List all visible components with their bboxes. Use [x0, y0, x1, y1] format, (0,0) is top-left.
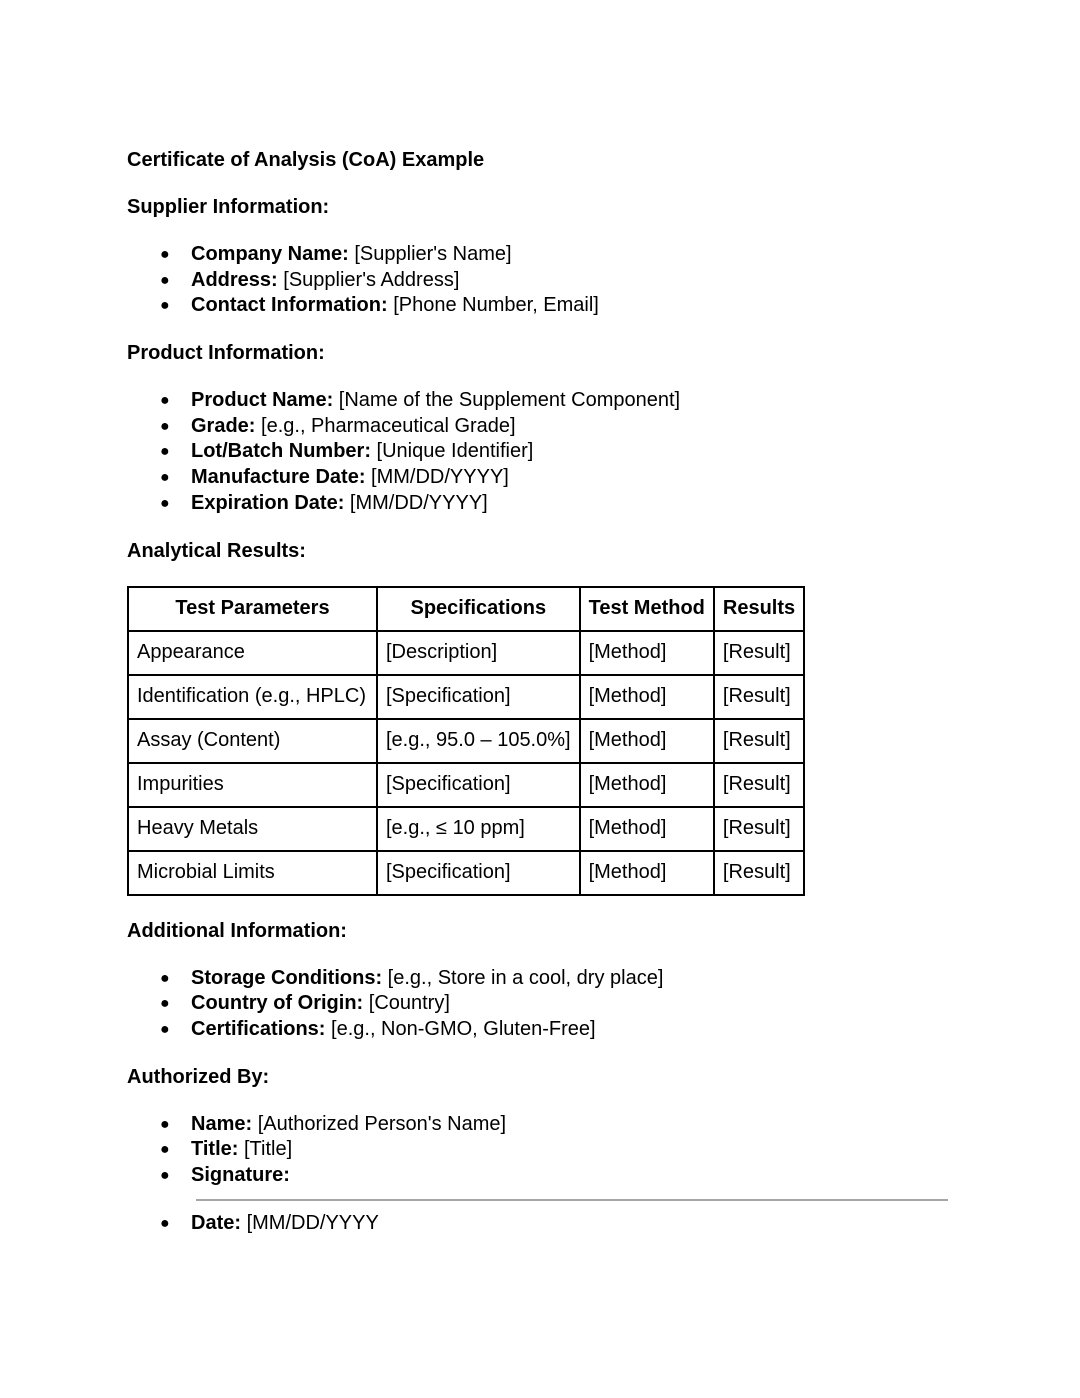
list-item: [127, 465, 957, 491]
field-label: Expiration Date:: [191, 491, 345, 514]
analytical-heading: Analytical Results:: [127, 539, 306, 562]
bullet-icon: ●: [160, 469, 170, 487]
field-label: Product Name:: [191, 389, 334, 412]
list-item: [127, 414, 957, 440]
table-header-row: [128, 587, 804, 631]
table-cell: [e.g., ≤ 10 ppm]: [377, 807, 580, 851]
field-value: [Country]: [363, 992, 450, 1015]
supplier-list: [127, 242, 957, 319]
bullet-icon: ●: [160, 1115, 170, 1133]
list-item: [127, 1211, 957, 1237]
column-header: Test Method: [580, 587, 714, 631]
list-item: [127, 1017, 957, 1043]
field-label: Signature:: [191, 1163, 290, 1186]
bullet-icon: ●: [160, 1214, 170, 1232]
field-value: [Supplier's Name]: [348, 243, 512, 265]
field-value: [e.g., Non-GMO, Gluten-Free]: [325, 1017, 596, 1040]
field-label: Date:: [191, 1211, 242, 1234]
authorized-heading: Authorized By:: [127, 1065, 270, 1088]
table-cell: Heavy Metals: [128, 807, 377, 851]
table-cell: [Result]: [714, 763, 804, 807]
field-label: Storage Conditions:: [191, 966, 383, 989]
product-list: [127, 388, 957, 516]
table-cell: [Method]: [580, 631, 714, 675]
field-label: Lot/Batch Number:: [191, 440, 371, 463]
additional-list: [127, 966, 957, 1043]
table-cell: Assay (Content): [128, 719, 377, 763]
table-cell: [Method]: [580, 675, 714, 719]
table-cell: [Result]: [714, 631, 804, 675]
bullet-icon: ●: [160, 246, 170, 263]
list-item: [127, 1112, 957, 1138]
list-item: [127, 991, 957, 1017]
table-row: [128, 719, 804, 763]
table-cell: [Description]: [377, 631, 580, 675]
product-heading: Product Information:: [127, 342, 325, 365]
document: [127, 148, 957, 1258]
table-cell: [Result]: [714, 851, 804, 895]
table-cell: [Method]: [580, 807, 714, 851]
bullet-icon: ●: [160, 1166, 170, 1184]
field-value: [Authorized Person's Name]: [252, 1112, 507, 1135]
field-label: Contact Information:: [191, 294, 388, 317]
supplier-heading: Supplier Information:: [127, 196, 330, 218]
table-row: [128, 851, 804, 895]
field-value: [e.g., Pharmaceutical Grade]: [255, 414, 516, 437]
table-cell: [Specification]: [377, 851, 580, 895]
bullet-icon: ●: [160, 417, 170, 435]
field-value: [Supplier's Address]: [277, 268, 460, 291]
list-item: [127, 388, 957, 414]
bullet-icon: ●: [160, 969, 170, 987]
table-cell: [Specification]: [377, 763, 580, 807]
table-cell: [Method]: [580, 851, 714, 895]
field-label: Certifications:: [191, 1017, 326, 1040]
field-label: Grade:: [191, 414, 256, 437]
table-row: [128, 675, 804, 719]
table-cell: Microbial Limits: [128, 851, 377, 895]
field-label: Manufacture Date:: [191, 466, 366, 489]
field-value: [Name of the Supplement Component]: [333, 389, 681, 412]
table-cell: Identification (e.g., HPLC): [128, 675, 377, 719]
table-cell: [e.g., 95.0 – 105.0%]: [377, 719, 580, 763]
field-value: [Title]: [238, 1138, 293, 1161]
bullet-icon: ●: [160, 995, 170, 1013]
table-cell: Impurities: [128, 763, 377, 807]
field-label: Country of Origin:: [191, 992, 364, 1015]
list-item: [127, 491, 957, 517]
bullet-icon: ●: [160, 1141, 170, 1159]
table-row: [128, 807, 804, 851]
list-item: [127, 268, 957, 294]
additional-heading: Additional Information:: [127, 919, 347, 942]
bullet-icon: ●: [160, 443, 170, 461]
date-list: [127, 1211, 957, 1237]
field-label: Name:: [191, 1112, 253, 1135]
list-item: [127, 966, 957, 992]
field-label: Address:: [191, 268, 278, 291]
column-header: Results: [714, 587, 804, 631]
list-item: [127, 439, 957, 465]
table-cell: [Result]: [714, 675, 804, 719]
bullet-icon: ●: [160, 1020, 170, 1038]
table-cell: [Result]: [714, 807, 804, 851]
field-label: Company Name:: [191, 243, 349, 265]
list-item: [127, 293, 957, 319]
table-cell: [Method]: [580, 763, 714, 807]
list-item: [127, 1137, 957, 1163]
table-cell: [Result]: [714, 719, 804, 763]
list-item: [127, 242, 957, 268]
column-header: Specifications: [377, 587, 580, 631]
table-row: [128, 763, 804, 807]
table-cell: Appearance: [128, 631, 377, 675]
field-value: [e.g., Store in a cool, dry place]: [382, 966, 664, 989]
field-value: [Phone Number, Email]: [387, 294, 599, 317]
authorized-list: [127, 1112, 957, 1189]
field-label: Title:: [191, 1138, 239, 1161]
field-value: [MM/DD/YYYY: [241, 1211, 379, 1234]
bullet-icon: ●: [160, 297, 170, 315]
signature-line: [196, 1199, 948, 1201]
bullet-icon: ●: [160, 392, 170, 410]
analytical-results-table: [127, 586, 805, 896]
list-item: [127, 1163, 957, 1189]
bullet-icon: ●: [160, 271, 170, 289]
table-cell: [Specification]: [377, 675, 580, 719]
table-cell: [Method]: [580, 719, 714, 763]
table-row: [128, 631, 804, 675]
bullet-icon: ●: [160, 494, 170, 512]
field-value: [MM/DD/YYYY]: [344, 491, 488, 514]
field-value: [MM/DD/YYYY]: [365, 466, 509, 489]
document-title: Certificate of Analysis (CoA) Example: [127, 149, 485, 171]
field-value: [Unique Identifier]: [371, 440, 534, 463]
column-header: Test Parameters: [128, 587, 377, 631]
